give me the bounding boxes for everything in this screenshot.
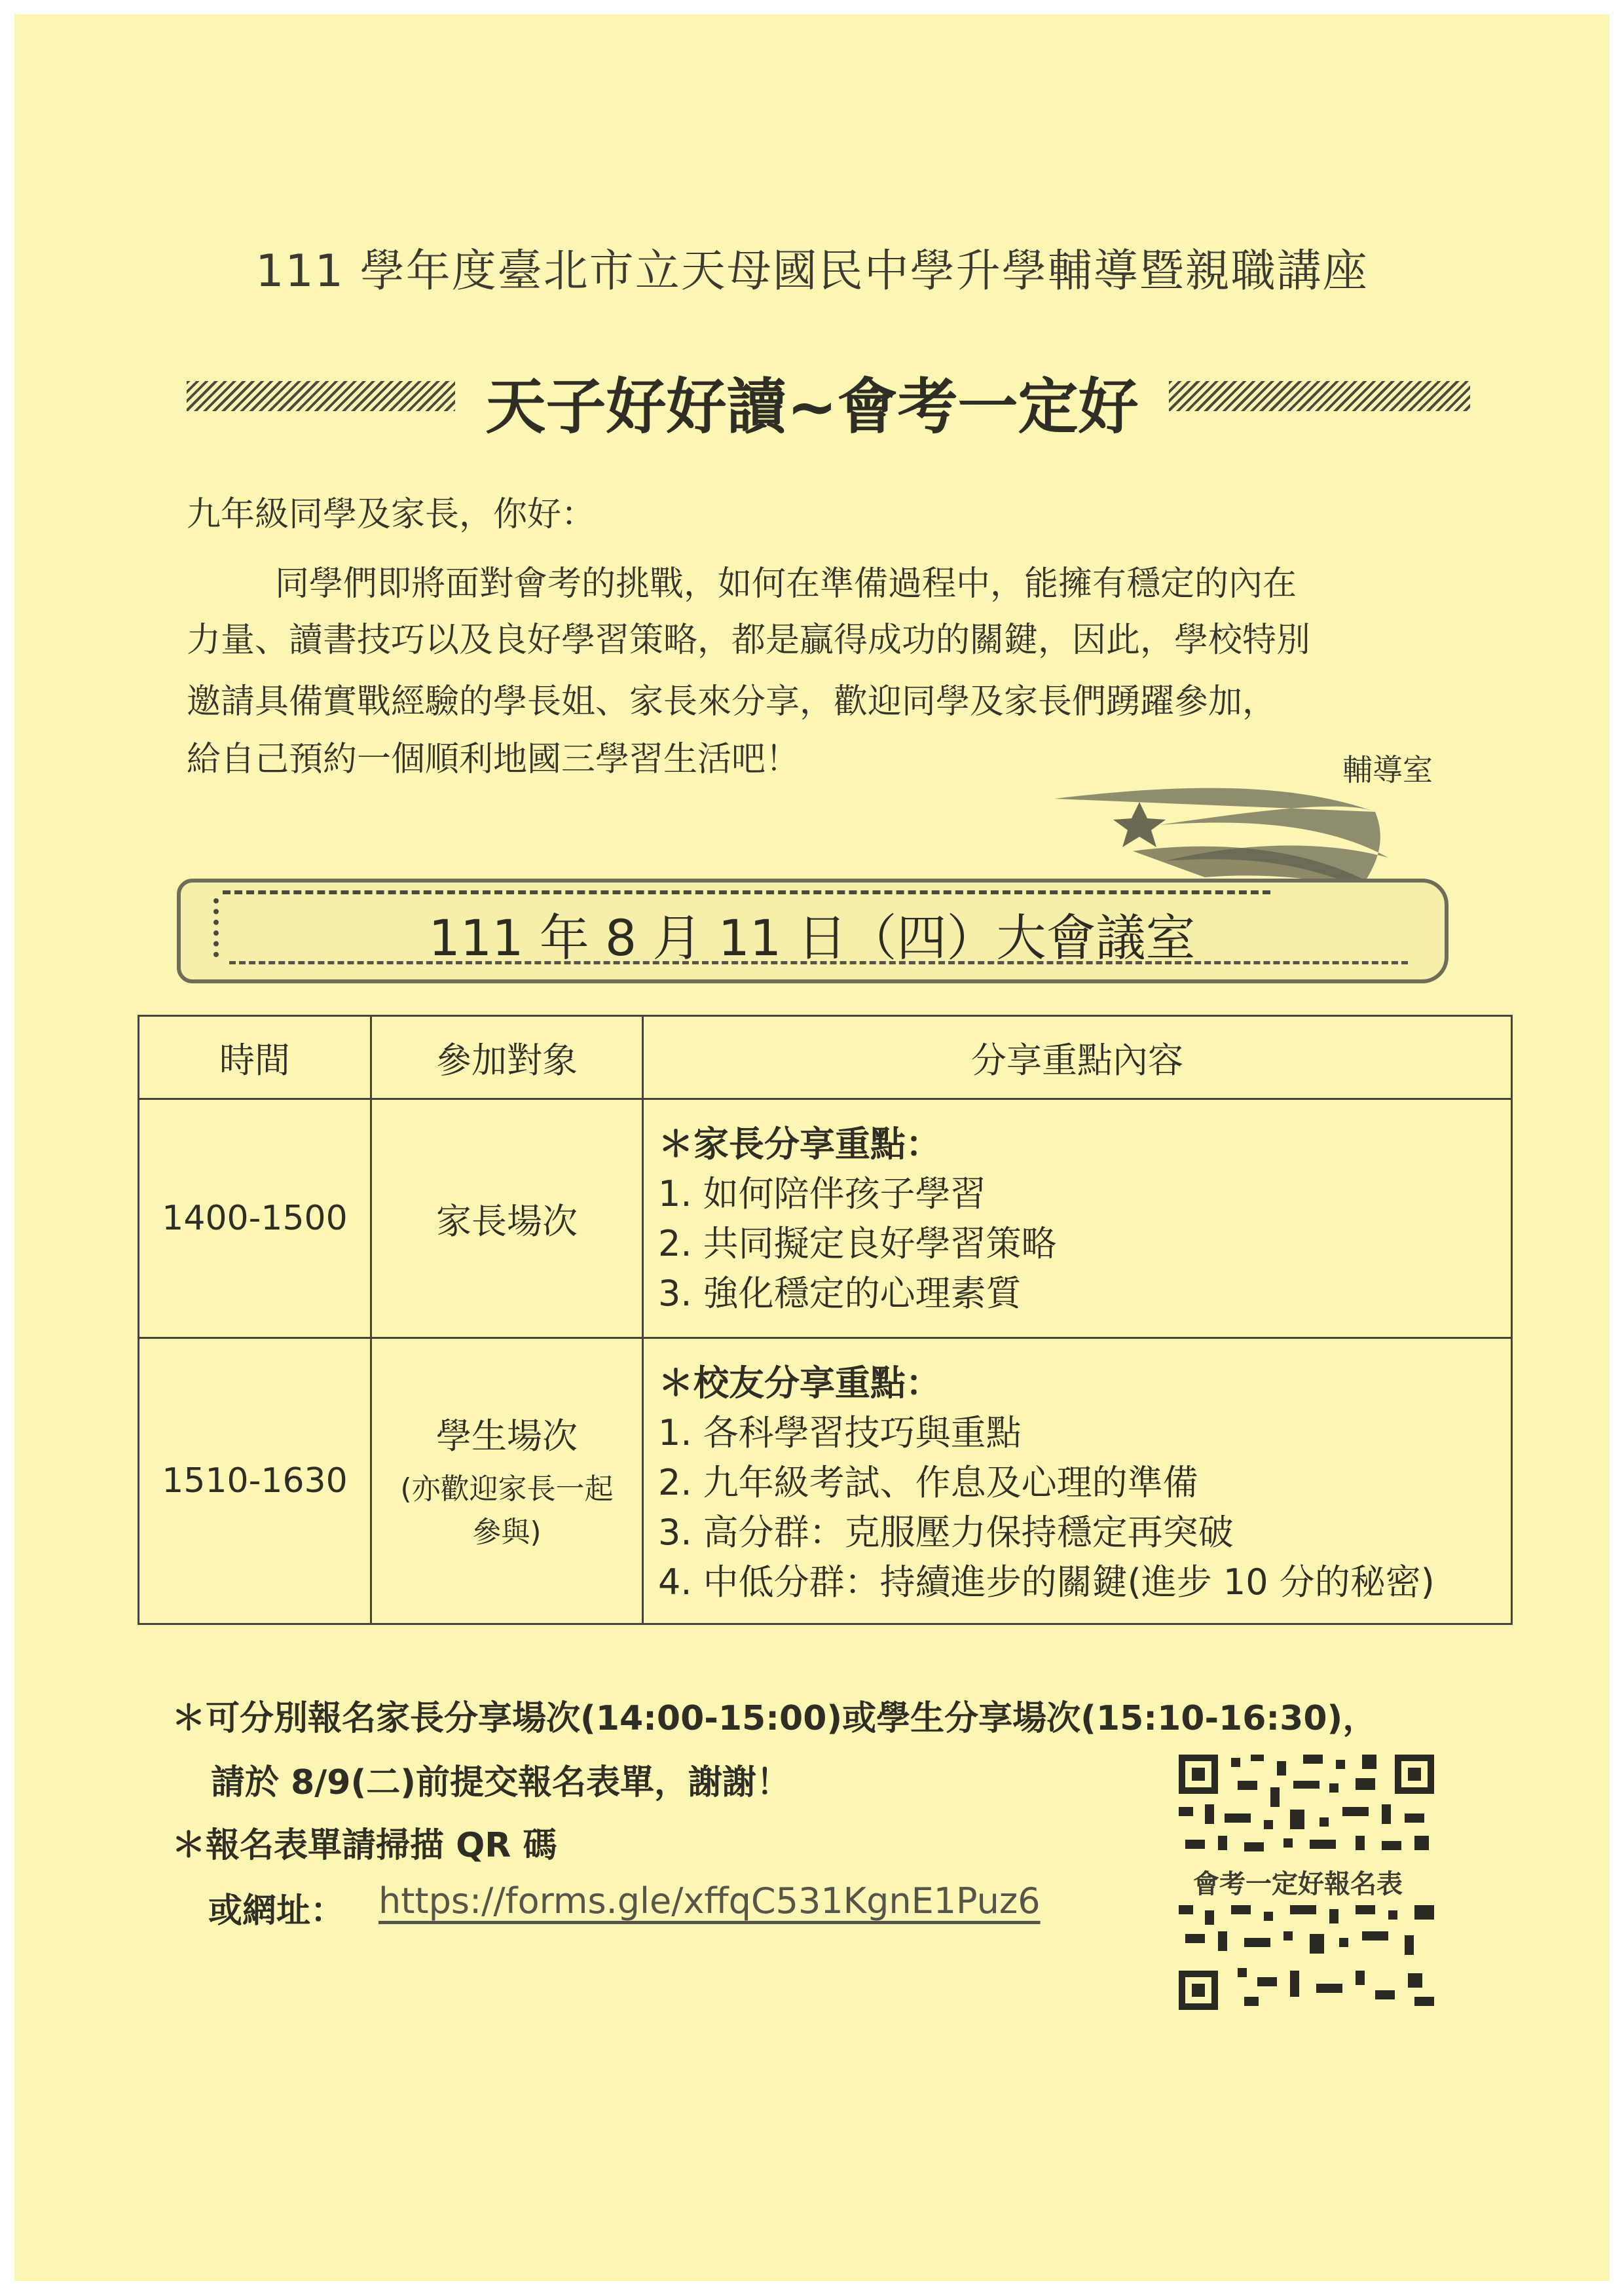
row-time: 1400-1500 xyxy=(139,1099,371,1338)
date-banner-text: 111 年 8 月 11 日（四）大會議室 xyxy=(428,909,1196,967)
row-audience xyxy=(371,1099,643,1338)
event-subtitle: 111 學年度臺北市立天母國民中學升學輔導暨親職講座 xyxy=(255,246,1369,297)
row-content-heading: ＊校友分享重點： xyxy=(658,1362,941,1404)
signup-form-link[interactable]: https://forms.gle/xffqC531KgnE1Puz6 xyxy=(378,1880,1041,1922)
qr-code-icon xyxy=(1179,1755,1441,1859)
event-title: 天子好好讀~會考一定好 xyxy=(485,372,1139,442)
footer-url-label: 或網址： xyxy=(208,1891,345,1931)
table-header-row xyxy=(139,1016,1512,1099)
letter-greeting: 九年級同學及家長，你好： xyxy=(187,495,596,534)
row-audience-note: (亦歡迎家長一起參與) xyxy=(400,1472,614,1549)
row-content-item: 3. 高分群：克服壓力保持穩定再突破 xyxy=(658,1512,1234,1553)
letter-line-3: 邀請具備實戰經驗的學長姐、家長來分享，歡迎同學及家長們踴躍參加， xyxy=(187,682,1277,721)
letter-line-4: 給自己預約一個順利地國三學習生活吧！ xyxy=(187,740,800,779)
qr-code-label: 會考一定好報名表 xyxy=(1193,1869,1403,1899)
table-row xyxy=(139,1338,1512,1624)
table-row xyxy=(139,1099,1512,1338)
banner-dash-top xyxy=(223,890,1270,894)
row-content-item: 3. 強化穩定的心理素質 xyxy=(658,1273,1022,1314)
row-audience xyxy=(371,1338,643,1624)
row-content xyxy=(643,1099,1512,1338)
letter-signature: 輔導室 xyxy=(1342,752,1433,788)
footer-line-3: ＊報名表單請掃描 QR 碼 xyxy=(172,1826,557,1865)
row-content-item: 4. 中低分群：持續進步的關鍵(進步 10 分的秘密) xyxy=(658,1561,1435,1603)
qr-code-icon xyxy=(1179,1905,1441,2010)
row-audience-label: 學生場次 xyxy=(436,1415,578,1457)
row-content-item: 1. 各科學習技巧與重點 xyxy=(658,1412,1022,1453)
title-hatch-right xyxy=(1169,381,1470,411)
letter-line-2: 力量、讀書技巧以及良好學習策略，都是贏得成功的關鍵，因此，學校特別 xyxy=(187,621,1311,660)
col-time-header: 時間 xyxy=(139,1016,371,1099)
footer-line-1: ＊可分別報名家長分享場次(14:00-15:00)或學生分享場次(15:10-16:30)， xyxy=(172,1699,1377,1738)
row-time: 1510-1630 xyxy=(139,1338,371,1624)
row-content-item: 2. 九年級考試、作息及心理的準備 xyxy=(658,1462,1198,1503)
col-content-header: 分享重點內容 xyxy=(643,1016,1512,1099)
row-content-item: 2. 共同擬定良好學習策略 xyxy=(658,1223,1057,1264)
letter-line-1: 同學們即將面對會考的挑戰，如何在準備過程中，能擁有穩定的內在 xyxy=(275,564,1297,604)
row-content-heading: ＊家長分享重點： xyxy=(658,1123,941,1165)
row-content-item: 1. 如何陪伴孩子學習 xyxy=(658,1173,986,1214)
row-audience-label: 家長場次 xyxy=(436,1200,578,1242)
footer-line-2: 請於 8/9(二)前提交報名表單，謝謝！ xyxy=(211,1763,790,1802)
row-content xyxy=(643,1338,1512,1624)
col-audience-header: 參加對象 xyxy=(371,1016,643,1099)
schedule-table xyxy=(138,1015,1513,1625)
